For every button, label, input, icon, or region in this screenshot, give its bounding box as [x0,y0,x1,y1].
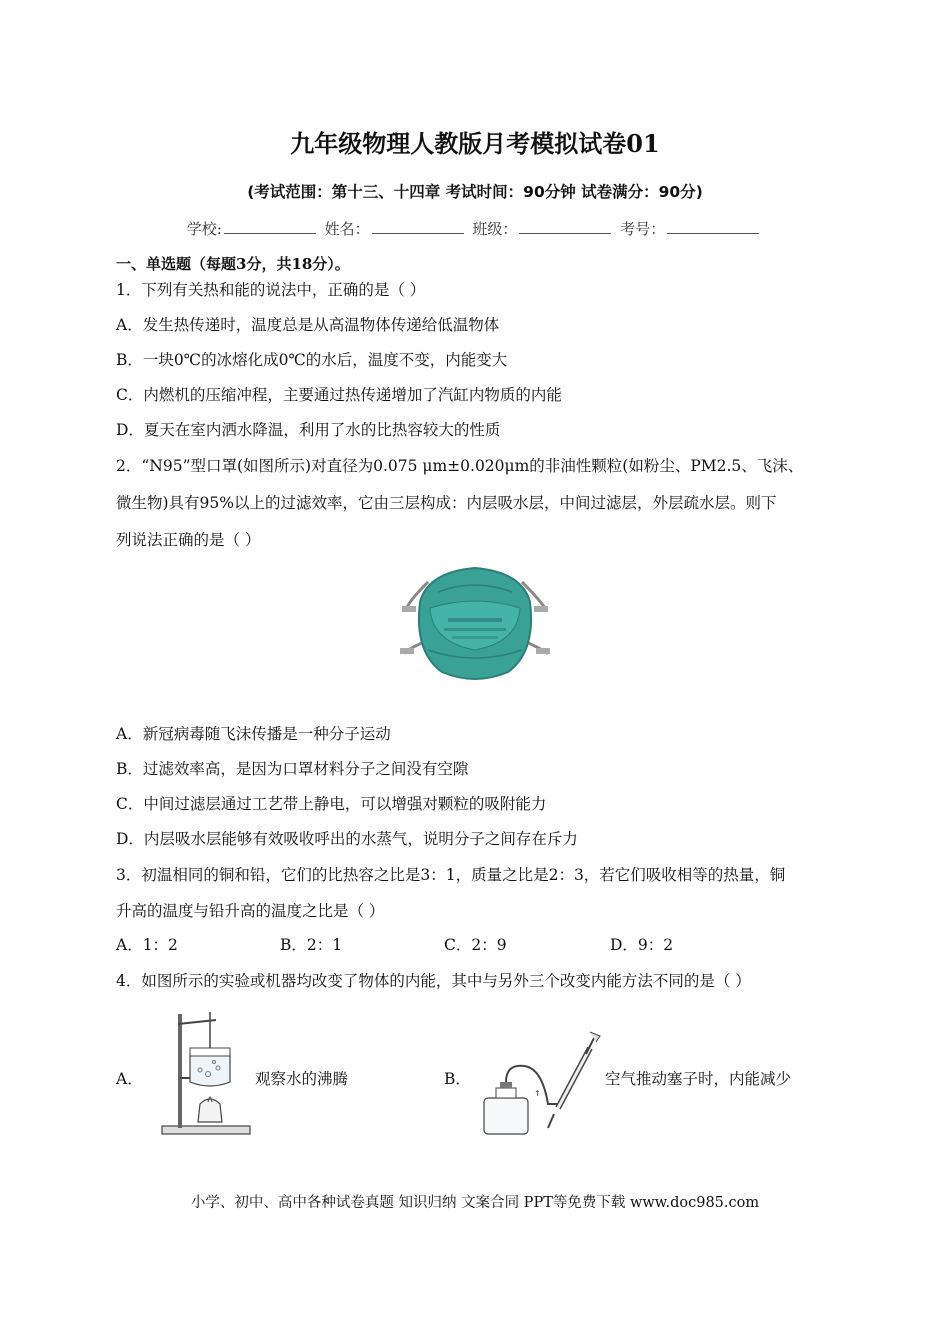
svg-text:↑: ↑ [534,1089,541,1098]
q1-option-d: D．夏天在室内洒水降温，利用了水的比热容较大的性质 [116,421,501,439]
class-blank[interactable] [519,219,611,234]
q1-option-c: C．内燃机的压缩冲程，主要通过热传递增加了汽缸内物质的内能 [116,386,562,404]
q4-option-a-label: A． [116,1070,143,1088]
q3-stem-line2: 升高的温度与铅升高的温度之比是（ ） [116,902,385,920]
q4-option-b-label: B． [444,1070,471,1088]
q1-option-b: B．一块0℃的冰熔化成0℃的水后，温度不变，内能变大 [116,351,508,369]
q3-option-c: C．2：9 [444,936,507,954]
q1-option-a: A．发生热传递时，温度总是从高温物体传递给低温物体 [116,316,500,334]
exam-no-label: 考号： [620,220,666,238]
school-label: 学校: [186,220,222,238]
q1-stem: 1．下列有关热和能的说法中，正确的是（ ） [116,281,426,299]
page-title: 九年级物理人教版月考模拟试卷01 [290,129,660,158]
q4-stem: 4．如图所示的实验或机器均改变了物体的内能，其中与另外三个改变内能方法不同的是（ ） [116,972,751,990]
n95-mask-image [398,562,552,686]
q2-stem-line1: 2．“N95”型口罩(如图所示)对直径为0.075 μm±0.020μm的非油性颗粒(如粉尘、PM2.5、飞沫、 [116,457,804,475]
school-blank[interactable] [224,219,316,234]
class-label: 班级： [472,220,518,238]
q4-option-b-text: 空气推动塞子时，内能减少 [605,1070,792,1088]
q3-option-b: B．2：1 [280,936,343,954]
exam-no-blank[interactable] [667,219,759,234]
q2-stem-line3: 列说法正确的是（ ） [116,531,261,549]
q2-option-b: B．过滤效率高，是因为口罩材料分子之间没有空隙 [116,760,469,778]
q3-option-d: D．9：2 [610,936,674,954]
page-footer: 小学、初中、高中各种试卷真题 知识归纳 文案合同 PPT等免费下载 www.doc985.com [190,1195,760,1211]
section-heading: 一、单选题（每题3分，共18分）。 [116,255,350,273]
q2-option-a: A．新冠病毒随飞沫传播是一种分子运动 [116,725,391,743]
name-blank[interactable] [372,219,464,234]
q3-stem-line1: 3．初温相同的铜和铅，它们的比热容之比是3：1，质量之比是2：3，若它们吸收相等的热量，铜 [116,866,786,884]
q2-option-c: C．中间过滤层通过工艺带上静电，可以增强对颗粒的吸附能力 [116,795,547,813]
name-label: 姓名： [324,220,370,238]
q4-option-a-text: 观察水的沸腾 [255,1070,349,1088]
q2-stem-line2: 微生物)具有95%以上的过滤效率，它由三层构成：内层吸水层，中间过滤层，外层疏水层。则下 [116,494,777,512]
student-info-line [0,218,950,239]
q2-option-d: D．内层吸水层能够有效吸收呼出的水蒸气，说明分子之间存在斥力 [116,830,578,848]
bottle-pump-apparatus-image [478,1028,602,1140]
boiling-water-apparatus-image [160,1004,254,1138]
exam-subtitle: (考试范围：第十三、十四章 考试时间：90分钟 试卷满分：90分) [247,183,703,201]
q3-option-a: A．1：2 [116,936,178,954]
